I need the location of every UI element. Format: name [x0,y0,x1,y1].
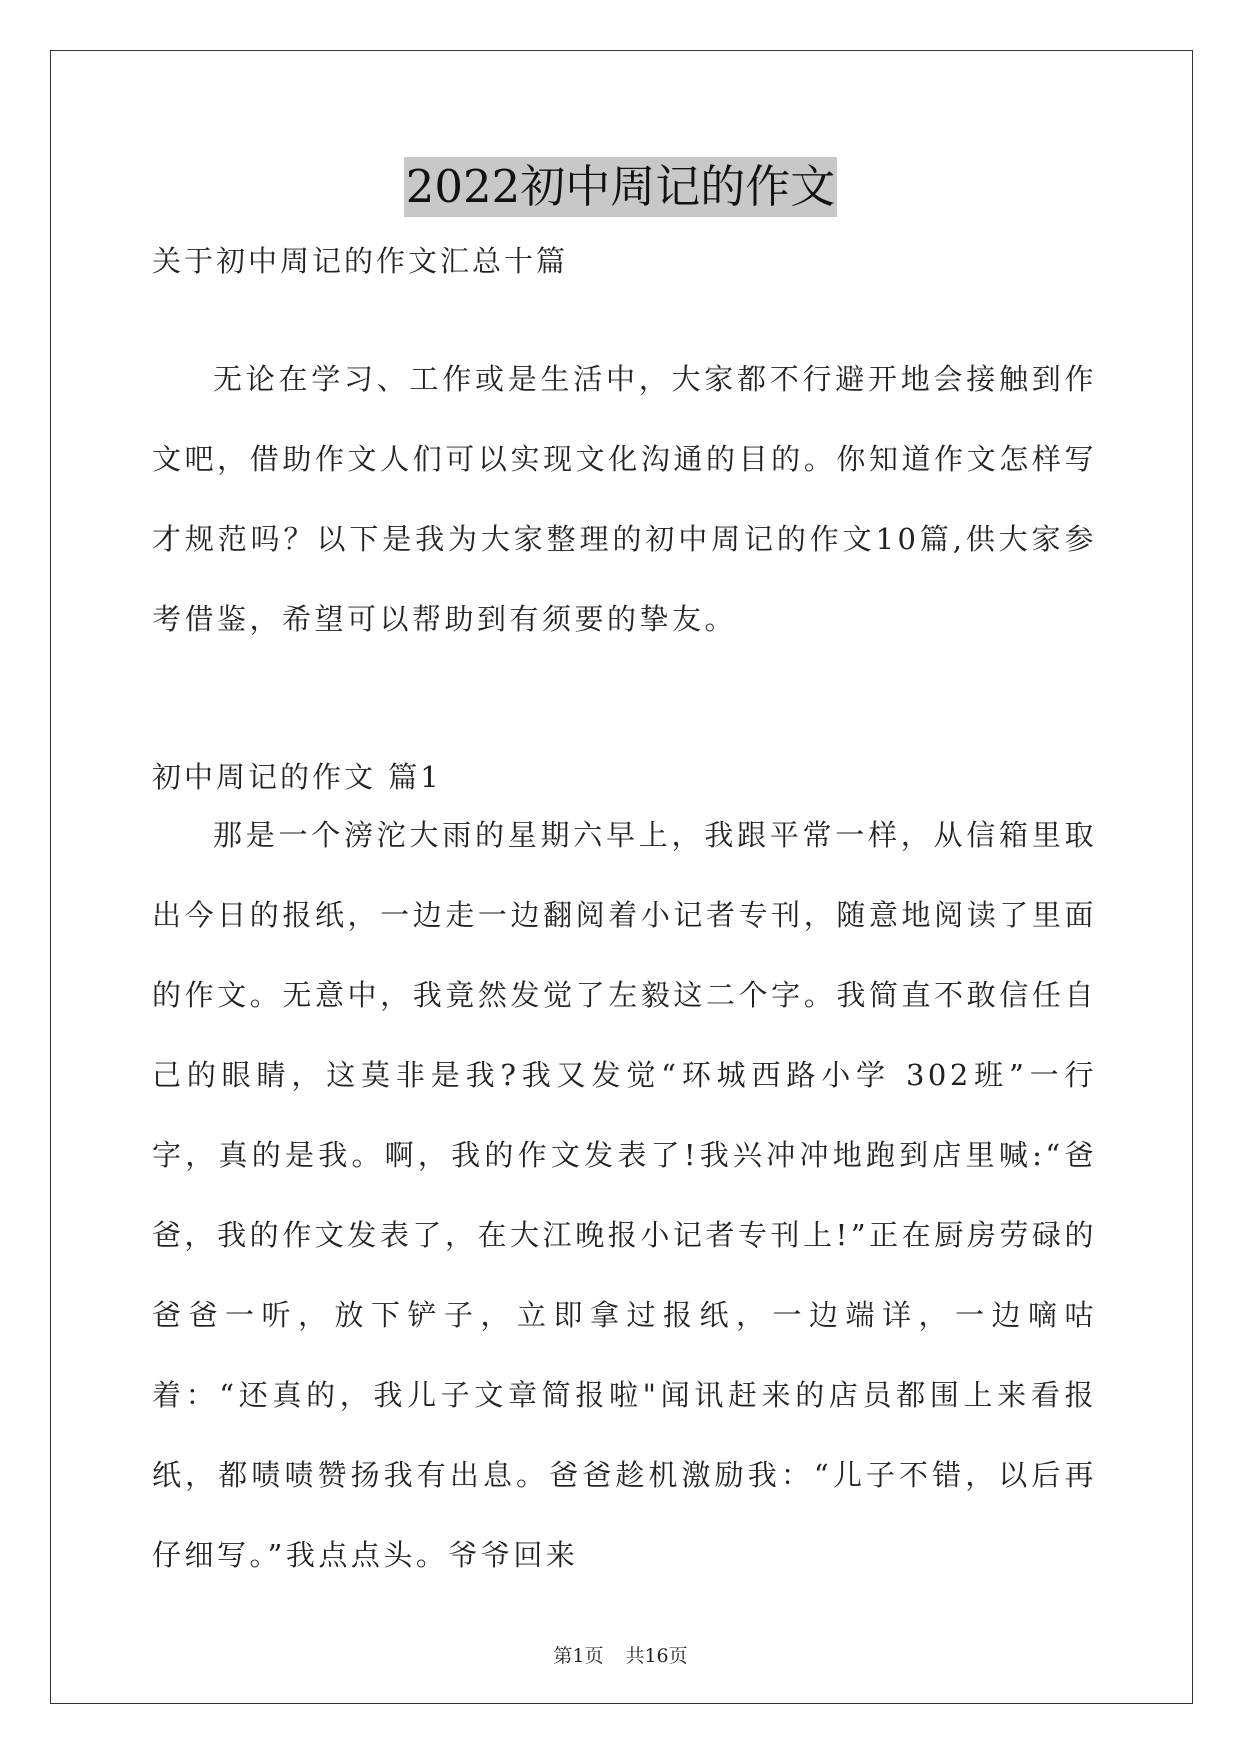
intro-paragraph: 无论在学习、工作或是生活中，大家都不行避开地会接触到作文吧，借助作文人们可以实现文化沟通的目的。你知道作文怎样写才规范吗？以下是我为大家整理的初中周记的作文10篇,供大家参考借鉴，希望可以帮助到有须要的挚友。 [152,362,1097,636]
section-1 [152,795,1097,1595]
document-subtitle: 关于初中周记的作文汇总十篇 [152,244,569,278]
page-footer [0,1641,1241,1668]
document-title: 2022初中周记的作文 [404,157,838,217]
page-number: 第1页 [553,1645,604,1667]
intro-section [152,339,1097,659]
title-container [0,157,1241,217]
section-heading: 初中周记的作文 篇1 [152,760,442,794]
page-total: 共16页 [625,1645,688,1667]
section-1-paragraph: 那是一个滂沱大雨的星期六早上，我跟平常一样，从信箱里取出今日的报纸，一边走一边翻阅着小记者专刊，随意地阅读了里面的作文。无意中，我竟然发觉了左毅这二个字。我简直不敢信任自己的眼睛，这莫非是我?我又发觉“环城西路小学 302班”一行字，真的是我。啊，我的作文发表了!我兴冲冲地跑到店里喊:“爸爸，我的作文发表了，在大江晚报小记者专刊上!”正在厨房劳碌的爸爸一听，放下铲子，立即拿过报纸，一边端详，一边嘀咕着：“还真的，我儿子文章简报啦"闻讯赶来的店员都围上来看报纸，都啧啧赞扬我有出息。爸爸趁机激励我：“儿子不错，以后再仔细写。”我点点头。爷爷回来 [152,818,1097,1572]
